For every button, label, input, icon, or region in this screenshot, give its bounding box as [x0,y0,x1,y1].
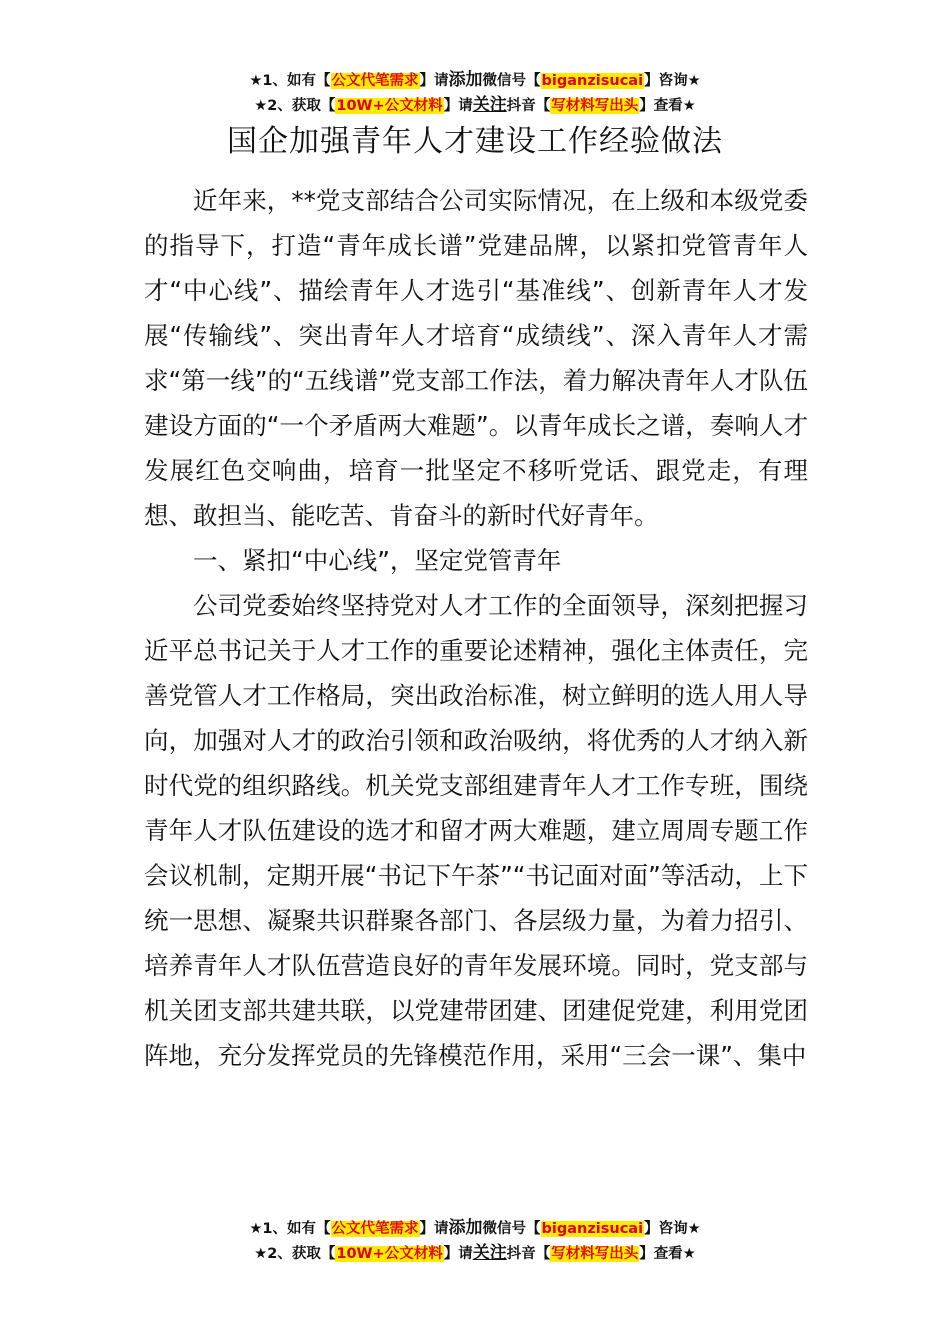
banner-text: 】咨询 [644,1221,688,1237]
document-title: 国企加强青年人才建设工作经验做法 [227,124,723,159]
star-icon: ★ [687,1221,701,1237]
banner-highlight: 公文代笔需求 [331,73,419,89]
banner-line-1 [0,1216,950,1241]
footer-banner [0,1216,950,1266]
banner-emphasis: 关注 [472,1243,507,1263]
banner-emphasis: 关注 [472,95,507,115]
wechat-id-highlight: biganzisucai [541,1221,644,1237]
banner-text: 1、如有【 [262,1221,331,1237]
banner-text: 1、如有【 [262,73,331,89]
banner-emphasis: 添加 [448,1218,483,1238]
banner-text: 】查看 [639,1246,683,1262]
banner-text: 】请 [443,98,473,114]
douyin-highlight: 写材料写出头 [551,98,639,114]
section-heading: 一、紧扣“中心线”，坚定党管青年 [193,546,562,575]
intro-paragraph: 近年来，**党支部结合公司实际情况，在上级和本级党委的指导下，打造“青年成长谱”党建品牌，以紧扣党管青年人才“中心线”、描绘青年人才选引“基准线”、创新青年人才发展“传输线”、突出青年人才培育“成绩线”、深入青年人才需求“第一线”的“五线谱”党支部工作法，着力解决青年人才队伍建设方面的“一个矛盾两大难题”。以青年成长之谱，奏响人才发展红色交响曲，培育一批坚定不移听党话、跟党走，有理想、敢担当、能吃苦、肯奋斗的新时代好青年。 [144,186,808,530]
document-body [144,178,808,1078]
star-icon: ★ [687,73,701,89]
banner-text: 】请 [419,73,449,89]
star-icon: ★ [682,1246,696,1262]
banner-text: 抖音【 [506,98,551,114]
banner-highlight: 10W+公文材料 [336,1246,443,1262]
banner-text: 】查看 [639,98,683,114]
douyin-highlight: 写材料写出头 [551,1246,639,1262]
star-icon: ★ [254,1246,268,1262]
banner-text: 抖音【 [506,1246,551,1262]
header-banner [0,68,950,118]
wechat-id-highlight: biganzisucai [541,73,644,89]
star-icon: ★ [249,1221,263,1237]
star-icon: ★ [682,98,696,114]
section-paragraph: 公司党委始终坚持党对人才工作的全面领导，深刻把握习近平总书记关于人才工作的重要论述精神，强化主体责任，完善党管人才工作格局，突出政治标准，树立鲜明的选人用人导向，加强对人才的政治引领和政治吸纳，将优秀的人才纳入新时代党的组织路线。机关党支部组建青年人才工作专班，围绕青年人才队伍建设的选才和留才两大难题，建立周周专题工作会议机制，定期开展“书记下午茶”“书记面对面”等活动，上下统一思想、凝聚共识群聚各部门、各层级力量，为着力招引、培养青年人才队伍营造良好的青年发展环境。同时，党支部与机关团支部共建共联，以党建带团建、团建促党建，利用党团阵地，充分发挥党员的先锋模范作用，采用“三会一课”、集中 [144,591,808,1070]
star-icon: ★ [254,98,268,114]
banner-highlight: 公文代笔需求 [331,1221,419,1237]
banner-highlight: 10W+公文材料 [336,98,443,114]
banner-text: 】咨询 [644,73,688,89]
banner-line-2 [0,93,950,118]
banner-line-2 [0,1241,950,1266]
star-icon: ★ [249,73,263,89]
banner-text: 】请 [443,1246,473,1262]
banner-text: 2、获取【 [267,1246,336,1262]
banner-text: 】请 [419,1221,449,1237]
banner-text: 微信号【 [482,1221,541,1237]
banner-line-1 [0,68,950,93]
banner-text: 微信号【 [482,73,541,89]
banner-emphasis: 添加 [448,70,483,90]
banner-text: 2、获取【 [267,98,336,114]
